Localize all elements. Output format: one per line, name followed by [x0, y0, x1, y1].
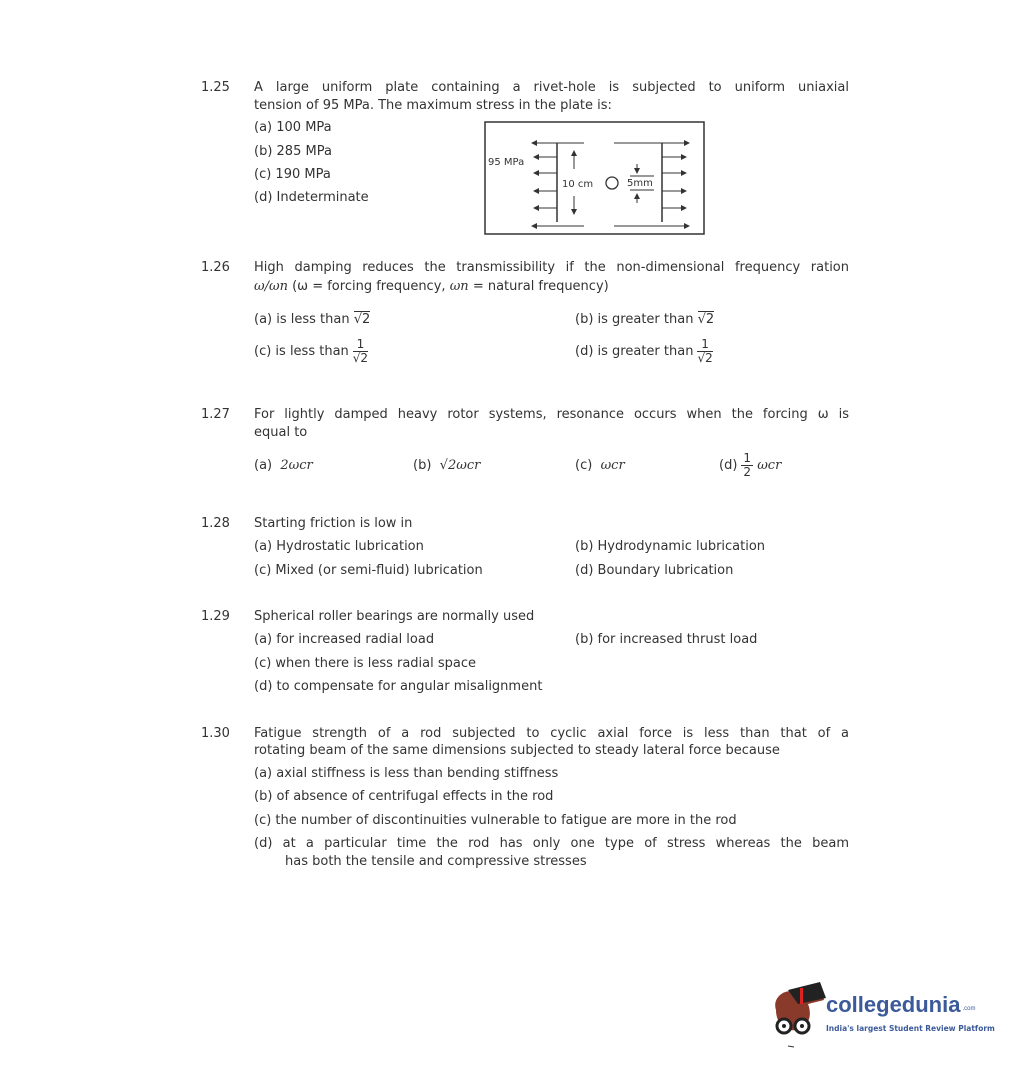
option: (c) 190 MPa	[254, 167, 331, 182]
option: (b) Hydrodynamic lubrication	[575, 539, 766, 554]
option: (b) √2ωcr	[413, 458, 481, 473]
option: (c) when there is less radial space	[254, 656, 477, 671]
question-text: Spherical roller bearings are normally used	[254, 609, 535, 624]
question-number: 1.28	[201, 516, 230, 531]
question-text	[254, 279, 609, 295]
question-text: High damping reduces the transmissibility if the non-dimensional frequency ration	[254, 260, 849, 275]
logo-tld: .com	[962, 1006, 976, 1012]
question-text: A large uniform plate containing a rivet-hole is subjected to uniform uniaxial	[254, 80, 849, 95]
option: (a) Hydrostatic lubrication	[254, 539, 424, 554]
question-number: 1.29	[201, 609, 230, 624]
collegedunia-logo	[768, 980, 1008, 1050]
question-text: rotating beam of the same dimensions subjected to steady lateral force because	[254, 743, 780, 758]
option: (d) at a particular time the rod has only one type of stress whereas the beam	[254, 836, 849, 851]
option: (a) axial stiffness is less than bending stiffness	[254, 766, 559, 781]
logo-tagline: India's largest Student Review Platform	[826, 1024, 995, 1033]
option: (d) Indeterminate	[254, 190, 369, 205]
question-number: 1.30	[201, 726, 230, 741]
logo-text-block	[826, 992, 995, 1034]
option: (d) is greater than $\frac{1}{√2}$	[575, 337, 713, 365]
option: (c) ωcr	[575, 458, 625, 473]
stress-label: 95 MPa	[488, 157, 525, 168]
mascot-icon	[768, 980, 826, 1050]
option: (c) Mixed (or semi-fluid) lubrication	[254, 563, 483, 578]
option: (d) $\frac{1}{2}$ ωcr	[719, 451, 782, 479]
question-text: tension of 95 MPa. The maximum stress in the plate is:	[254, 98, 612, 113]
option: (a) for increased radial load	[254, 632, 435, 647]
option: (d) Boundary lubrication	[575, 563, 734, 578]
hole-label: 5mm	[627, 178, 653, 189]
option: (a) 2ωcr	[254, 458, 313, 473]
definition: (ω = forcing frequency,	[292, 279, 446, 294]
logo-wordmark: collegedunia	[826, 992, 961, 1017]
definition: = natural frequency)	[472, 279, 609, 294]
option: (b) of absence of centrifugal effects in the rod	[254, 789, 554, 804]
option: (d) to compensate for angular misalignment	[254, 679, 543, 694]
option: (b) 285 MPa	[254, 144, 332, 159]
question-text: equal to	[254, 425, 308, 440]
wn-math: ωn	[449, 279, 469, 294]
option: (c) the number of discontinuities vulnerable to fatigue are more in the rod	[254, 813, 737, 828]
question-number: 1.27	[201, 407, 230, 422]
question-text: Fatigue strength of a rod subjected to cyclic axial force is less than that of a	[254, 726, 849, 741]
question-text: Starting friction is low in	[254, 516, 413, 531]
option: (b) for increased thrust load	[575, 632, 758, 647]
logo-row	[826, 992, 995, 1018]
question-number: 1.26	[201, 260, 230, 275]
option: (a) is less than √2	[254, 312, 371, 327]
option-continuation: has both the tensile and compressive stresses	[285, 854, 587, 869]
option: (b) is greater than √2	[575, 312, 715, 327]
plate-diagram	[484, 121, 705, 235]
ratio-math: ω/ωn	[254, 279, 288, 294]
option: (c) is less than $\frac{1}{√2}$	[254, 337, 369, 365]
option: (a) 100 MPa	[254, 120, 332, 135]
question-text: For lightly damped heavy rotor systems, resonance occurs when the forcing ω is	[254, 407, 849, 422]
width-label: 10 cm	[562, 179, 594, 190]
question-number: 1.25	[201, 80, 230, 95]
